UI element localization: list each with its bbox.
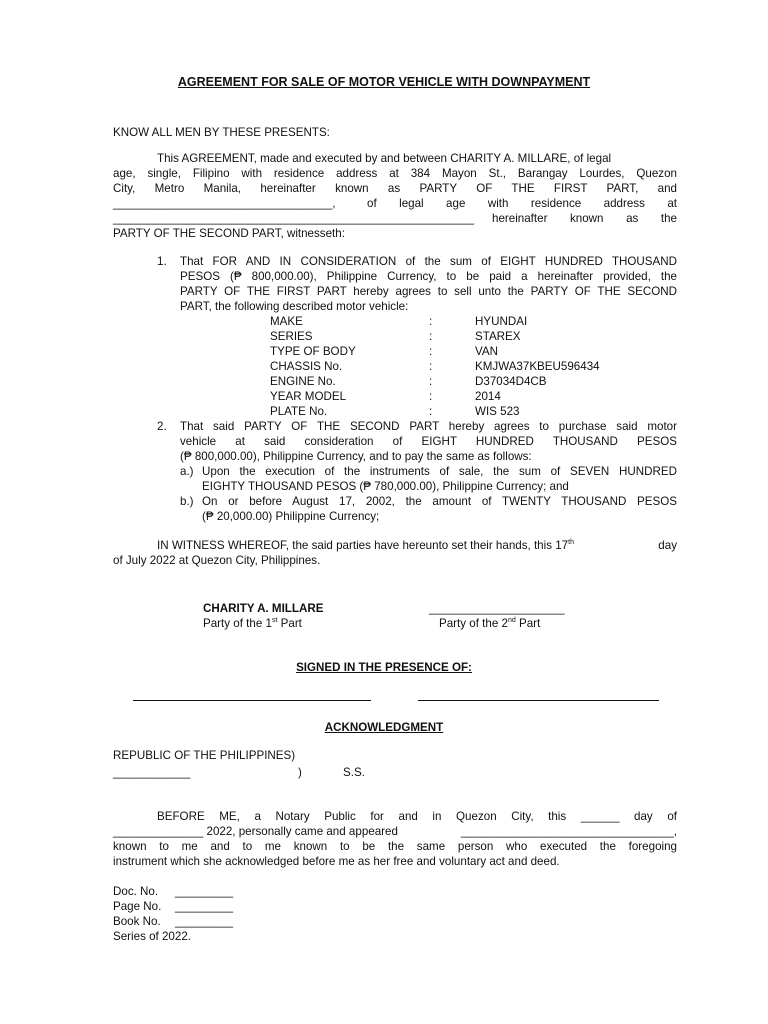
spec-separator: :	[429, 345, 433, 358]
venue-paren: )	[298, 766, 302, 779]
notary-line-2	[113, 824, 677, 839]
party-1-role	[203, 616, 302, 631]
party-1-role-text: Party of the 1	[203, 617, 272, 630]
intro-line-2: age, single, Filipino with residence address at 384 Mayon St., Barangay Lourdes, Quezon	[113, 167, 677, 180]
book-no-blank[interactable]: _________	[175, 915, 234, 928]
clause-1-line-4: PART, the following described motor vehicle:	[180, 300, 409, 313]
spec-row-series	[0, 329, 768, 344]
spec-separator: :	[429, 390, 433, 403]
spec-row-body	[0, 344, 768, 359]
spec-separator: :	[429, 315, 433, 328]
clause-2a-line-2: EIGHTY THOUSAND PESOS (₱ 780,000.00), Philippine Currency; and	[202, 480, 569, 493]
notary-date-text: ______________ 2022, personally came and appeared	[113, 825, 398, 838]
spec-label: TYPE OF BODY	[270, 345, 356, 358]
notary-appearer-blank[interactable]: _________________________________,	[460, 825, 677, 838]
opening-line: KNOW ALL MEN BY THESE PRESENTS:	[113, 126, 330, 139]
venue-city-blank[interactable]: ____________	[113, 766, 191, 779]
intro-line-5-text: hereinafter known as the	[492, 212, 677, 225]
clause-1-line-3: PARTY OF THE FIRST PART hereby agrees to sell unto the PARTY OF THE SECOND	[180, 285, 677, 298]
acknowledgment-heading: ACKNOWLEDGMENT	[324, 721, 444, 734]
page-no-blank[interactable]: _________	[175, 900, 234, 913]
witness-text: IN WITNESS WHEREOF, the said parties have hereunto set their hands, this 17	[157, 539, 569, 552]
spec-label: ENGINE No.	[270, 375, 336, 388]
clause-2-number: 2.	[157, 420, 167, 433]
notary-line-1: BEFORE ME, a Notary Public for and in Quezon City, this ______ day of	[157, 810, 677, 823]
clause-2b-line-2: (₱ 20,000.00) Philippine Currency;	[202, 510, 380, 523]
party-2-role-part: Part	[515, 617, 541, 630]
witness-signature-line-1[interactable]	[133, 700, 371, 701]
venue-line-1: REPUBLIC OF THE PHILIPPINES)	[113, 749, 296, 762]
spec-value: VAN	[475, 345, 498, 358]
spec-row-engine	[0, 374, 768, 389]
party-2-signature-line[interactable]: _____________________	[429, 602, 565, 615]
document-title: AGREEMENT FOR SALE OF MOTOR VEHICLE WITH DOWNPAYMENT	[177, 75, 591, 89]
spec-value: KMJWA37KBEU596434	[475, 360, 600, 373]
series-label: Series of 2022.	[113, 930, 191, 943]
notary-line-3: known to me and to me known to be the same person who executed the foregoing	[113, 840, 677, 853]
spec-label: CHASSIS No.	[270, 360, 343, 373]
witness-line-2: of July 2022 at Quezon City, Philippines.	[113, 554, 321, 567]
intro-line-1: This AGREEMENT, made and executed by and between CHARITY A. MILLARE, of legal	[157, 152, 612, 165]
clause-2-line-1: That said PARTY OF THE SECOND PART hereby agrees to purchase said motor	[180, 420, 677, 433]
witness-signature-line-2[interactable]	[418, 700, 659, 701]
intro-line-6: PARTY OF THE SECOND PART, witnesseth:	[113, 227, 345, 240]
intro-line-4-text: of legal age with residence address at	[367, 197, 677, 210]
doc-no-blank[interactable]: _________	[175, 885, 234, 898]
spec-separator: :	[429, 375, 433, 388]
intro-line-4	[113, 196, 677, 211]
clause-2b-number: b.)	[180, 495, 194, 508]
notary-line-4: instrument which she acknowledged before me as her free and voluntary act and deed.	[113, 855, 560, 868]
party-1-sup: st	[271, 617, 278, 625]
spec-label: SERIES	[270, 330, 313, 343]
spec-row-plate	[0, 404, 768, 419]
spec-label: MAKE	[270, 315, 303, 328]
spec-value: STAREX	[475, 330, 521, 343]
book-no-label: Book No.	[113, 915, 161, 928]
spec-label: YEAR MODEL	[270, 390, 347, 403]
witness-line-1	[157, 538, 677, 553]
clause-1-line-2: PESOS (₱ 800,000.00), Philippine Currency, to be paid a hereinafter provided, the	[180, 270, 677, 283]
witness-day: day	[658, 539, 677, 552]
spec-separator: :	[429, 330, 433, 343]
second-party-name-blank[interactable]: __________________________________,	[113, 197, 336, 210]
clause-1-number: 1.	[157, 255, 167, 268]
spec-row-chassis	[0, 359, 768, 374]
page-no-label: Page No.	[113, 900, 162, 913]
spec-separator: :	[429, 360, 433, 373]
party-2-sup: nd	[507, 617, 516, 625]
spec-value: D37034D4CB	[475, 375, 547, 388]
intro-line-5	[113, 211, 677, 226]
spec-row-year	[0, 389, 768, 404]
party-1-name: CHARITY A. MILLARE	[203, 602, 324, 615]
spec-row-make	[0, 314, 768, 329]
second-party-address-blank[interactable]: ________________________________________________________	[113, 212, 475, 225]
clause-2-line-2: vehicle at said consideration of EIGHT HUNDRED THOUSAND PESOS	[180, 435, 677, 448]
presence-heading: SIGNED IN THE PRESENCE OF:	[296, 661, 472, 674]
venue-ss: S.S.	[343, 766, 365, 779]
spec-value: WIS 523	[475, 405, 520, 418]
spec-separator: :	[429, 405, 433, 418]
clause-2-line-3: (₱ 800,000.00), Philippine Currency, and to pay the same as follows:	[180, 450, 532, 463]
doc-no-label: Doc. No.	[113, 885, 159, 898]
clause-2a-line-1: Upon the execution of the instruments of sale, the sum of SEVEN HUNDRED	[202, 465, 677, 478]
party-2-role-text: Party of the 2	[439, 617, 508, 630]
intro-line-3: City, Metro Manila, hereinafter known as PARTY OF THE FIRST PART, and	[113, 182, 677, 195]
spec-label: PLATE No.	[270, 405, 328, 418]
witness-sup: th	[568, 539, 574, 547]
clause-1-line-1: That FOR AND IN CONSIDERATION of the sum of EIGHT HUNDRED THOUSAND	[180, 255, 677, 268]
clause-2b-line-1: On or before August 17, 2002, the amount of TWENTY THOUSAND PESOS	[202, 495, 677, 508]
party-2-role	[439, 616, 540, 631]
spec-value: HYUNDAI	[475, 315, 528, 328]
party-1-role-part: Part	[277, 617, 302, 630]
clause-2a-number: a.)	[180, 465, 194, 478]
spec-value: 2014	[475, 390, 501, 403]
